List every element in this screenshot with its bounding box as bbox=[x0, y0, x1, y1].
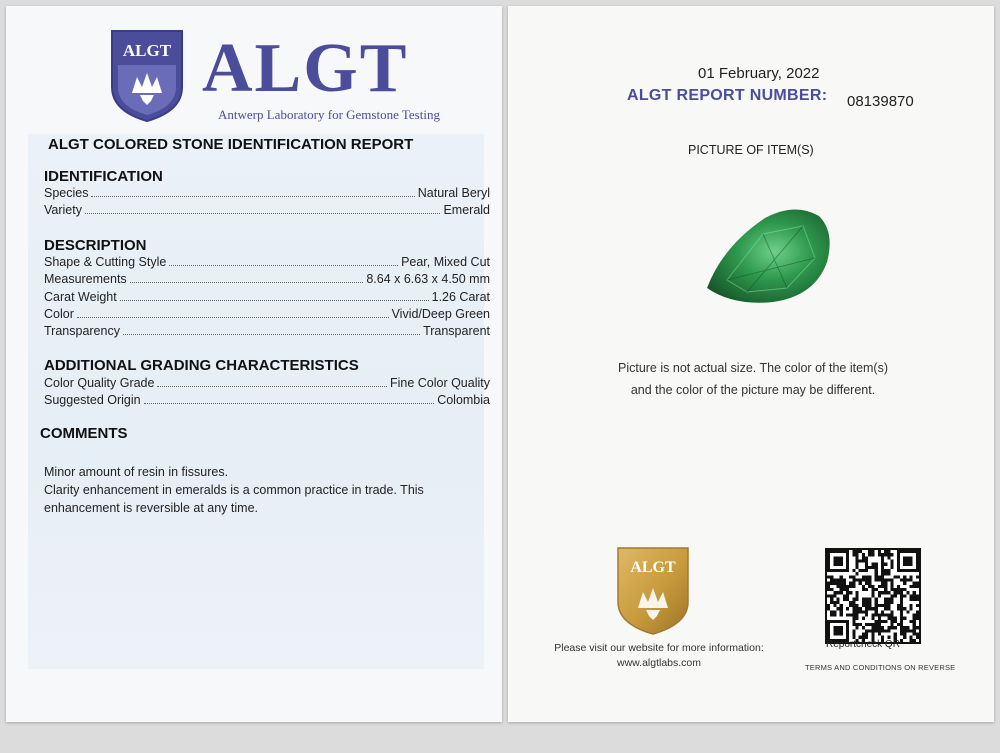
emerald-gem-icon bbox=[703, 206, 833, 306]
website-url[interactable]: www.algtlabs.com bbox=[616, 657, 702, 669]
picture-disclaimer bbox=[588, 357, 918, 401]
field-value: Emerald bbox=[443, 203, 490, 217]
picture-heading: PICTURE OF ITEM(S) bbox=[688, 143, 814, 157]
field-value: Pear, Mixed Cut bbox=[401, 255, 490, 269]
field-value: Transparent bbox=[423, 324, 490, 338]
picture-note-line-2: and the color of the picture may be different. bbox=[630, 383, 876, 397]
field-label: Variety bbox=[44, 203, 82, 217]
field-label: Carat Weight bbox=[44, 290, 117, 304]
field-label: Color bbox=[44, 307, 74, 321]
additional-grading-heading: ADDITIONAL GRADING CHARACTERISTICS bbox=[44, 357, 359, 374]
qr-label: Reportcheck QR bbox=[826, 639, 900, 650]
algt-shield-logo-icon bbox=[110, 29, 184, 123]
report-left-page bbox=[6, 6, 502, 722]
report-number: 08139870 bbox=[847, 93, 914, 110]
dot-leader bbox=[85, 203, 440, 214]
dot-leader bbox=[91, 186, 414, 197]
field-row-carat-weight bbox=[44, 290, 490, 306]
field-value: Vivid/Deep Green bbox=[391, 307, 490, 321]
visit-line-1: Please visit our website for more information: bbox=[554, 642, 764, 654]
field-label: Transparency bbox=[44, 324, 120, 338]
brand-name: ALGT bbox=[202, 30, 409, 107]
dot-leader bbox=[157, 376, 386, 387]
field-row-species bbox=[44, 186, 490, 202]
dot-leader bbox=[144, 393, 435, 404]
dot-leader bbox=[123, 324, 420, 335]
field-row-origin bbox=[44, 393, 490, 409]
algt-gold-shield-icon bbox=[616, 546, 690, 636]
field-row-color bbox=[44, 307, 490, 323]
picture-note-line-1: Picture is not actual size. The color of the item(s) bbox=[617, 361, 889, 375]
qr-code-icon[interactable] bbox=[825, 548, 921, 644]
dot-leader bbox=[169, 255, 398, 266]
dot-leader bbox=[120, 290, 429, 301]
report-right-page bbox=[508, 6, 994, 722]
description-heading: DESCRIPTION bbox=[44, 237, 147, 254]
field-label: Suggested Origin bbox=[44, 393, 141, 407]
comment-line-2: Clarity enhancement in emeralds is a common practice in trade. This enhancement is reversible at any time. bbox=[44, 483, 424, 515]
report-number-label: ALGT REPORT NUMBER: bbox=[627, 87, 828, 104]
field-row-shape bbox=[44, 255, 490, 271]
comments-text bbox=[44, 463, 474, 517]
field-label: Shape & Cutting Style bbox=[44, 255, 167, 269]
field-row-variety bbox=[44, 203, 490, 219]
comment-line-1: Minor amount of resin in fissures. bbox=[44, 465, 229, 479]
field-row-measurements bbox=[44, 272, 490, 288]
field-label: Measurements bbox=[44, 272, 127, 286]
report-title: ALGT COLORED STONE IDENTIFICATION REPORT bbox=[48, 136, 414, 153]
gold-shield-text: ALGT bbox=[630, 559, 676, 576]
field-value: 8.64 x 6.63 x 4.50 mm bbox=[366, 272, 490, 286]
field-value: Natural Beryl bbox=[417, 186, 490, 200]
field-row-transparency bbox=[44, 324, 490, 340]
identification-heading: IDENTIFICATION bbox=[44, 168, 163, 185]
report-date: 01 February, 2022 bbox=[698, 65, 820, 82]
shield-text: ALGT bbox=[122, 41, 172, 60]
dot-leader bbox=[130, 272, 364, 283]
terms-note: TERMS AND CONDITIONS ON REVERSE bbox=[805, 663, 956, 672]
field-row-color-quality bbox=[44, 376, 490, 392]
field-value: Fine Color Quality bbox=[389, 376, 490, 390]
brand-subtitle: Antwerp Laboratory for Gemstone Testing bbox=[218, 107, 440, 122]
field-label: Color Quality Grade bbox=[44, 376, 155, 390]
field-label: Species bbox=[44, 186, 89, 200]
website-note bbox=[530, 641, 788, 671]
comments-heading: COMMENTS bbox=[40, 425, 128, 442]
field-value: 1.26 Carat bbox=[431, 290, 490, 304]
field-value: Colombia bbox=[437, 393, 490, 407]
dot-leader bbox=[77, 307, 389, 318]
